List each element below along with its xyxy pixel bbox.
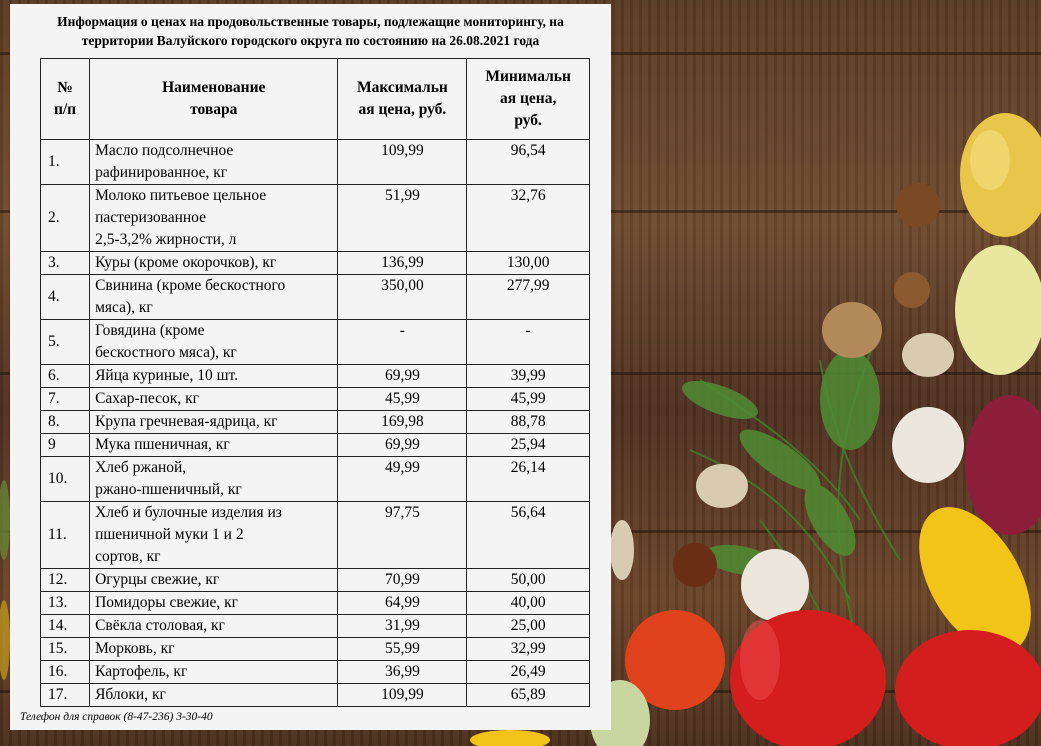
table-row: 5. Говядина (кроме бескостного мяса), кг - - (41, 320, 590, 365)
table-row: 8. Крупа гречневая-ядрица, кг 169,98 88,78 (41, 411, 590, 434)
table-row: 11. Хлеб и булочные изделия из пшеничной муки 1 и 2 сортов, кг 97,75 56,64 (41, 502, 590, 569)
header-max-price: Максимальн ая цена, руб. (338, 59, 467, 140)
price-table (40, 58, 590, 707)
header-min-price: Минимальн ая цена, руб. (467, 59, 590, 140)
table-row: 4. Свинина (кроме бескостного мяса), кг 350,00 277,99 (41, 275, 590, 320)
table-row: 17. Яблоки, кг 109,99 65,89 (41, 684, 590, 707)
table-row: 12. Огурцы свежие, кг 70,99 50,00 (41, 569, 590, 592)
page-title (10, 12, 611, 50)
table-row: 3. Куры (кроме окорочков), кг 136,99 130,00 (41, 252, 590, 275)
title-line-1: Информация о ценах на продовольственные товары, подлежащие мониторингу, на (57, 14, 564, 29)
table-row: 13. Помидоры свежие, кг 64,99 40,00 (41, 592, 590, 615)
table-row: 9 Мука пшеничная, кг 69,99 25,94 (41, 434, 590, 457)
table-row: 10. Хлеб ржаной, ржано-пшеничный, кг 49,99 26,14 (41, 457, 590, 502)
pear-shape (960, 113, 1041, 237)
header-name: Наименование товара (90, 59, 338, 140)
table-row: 6. Яйца куриные, 10 шт. 69,99 39,99 (41, 365, 590, 388)
header-num: № п/п (41, 59, 90, 140)
table-row: 2. Молоко питьевое цельное пастеризованное 2,5-3,2% жирности, л 51,99 32,76 (41, 185, 590, 252)
table-header-row (41, 59, 590, 140)
table-row: 14. Свёкла столовая, кг 31,99 25,00 (41, 615, 590, 638)
title-line-2: территории Валуйского городского округа по состоянию на 26.08.2021 года (81, 33, 540, 48)
table-row: 16. Картофель, кг 36,99 26,49 (41, 661, 590, 684)
table-row: 1. Масло подсолнечное рафинированное, кг 109,99 96,54 (41, 140, 590, 185)
footer-phone: Телефон для справок (8-47-236) 3-30-40 (20, 711, 213, 723)
table-row: 15. Морковь, кг 55,99 32,99 (41, 638, 590, 661)
price-info-panel (10, 4, 611, 730)
table-row: 7. Сахар-песок, кг 45,99 45,99 (41, 388, 590, 411)
